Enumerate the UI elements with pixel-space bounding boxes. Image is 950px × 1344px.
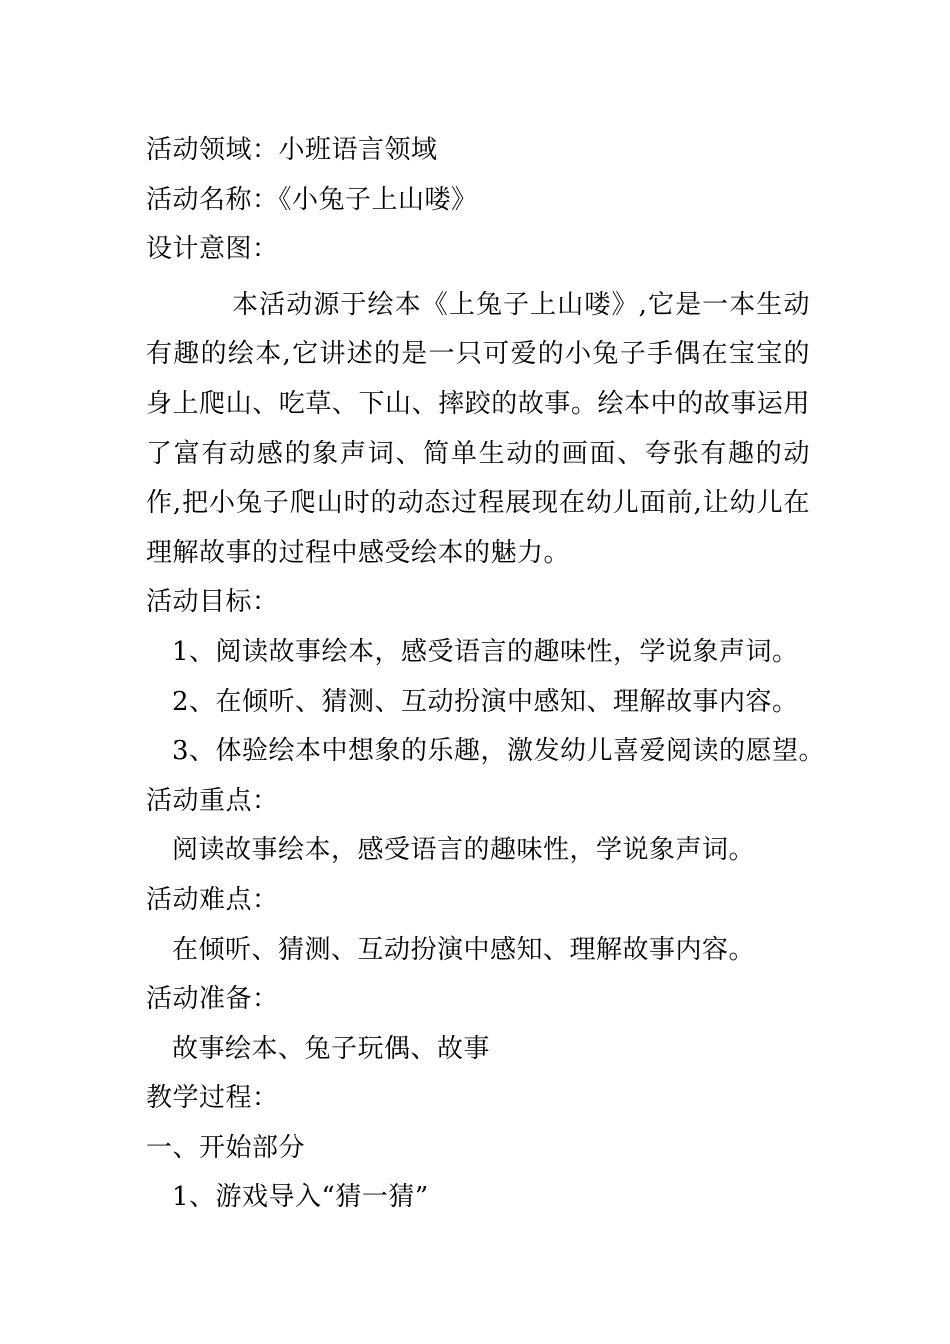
activity-focus-heading: 活动重点：	[146, 785, 279, 816]
activity-domain: 活动领域：小班语言领域	[146, 135, 438, 165]
activity-goals-heading: 活动目标：	[146, 587, 279, 618]
goal-item-1: 1、阅读故事绘本，感受语言的趣味性，学说象声词。	[172, 636, 799, 667]
design-intent-paragraph: 本活动源于绘本《上兔子上山喽》,它是一本生动有趣的绘本,它讲述的是一只可爱的小兔子手偶在宝宝的身上爬山、吃草、下山、摔跤的故事。绘本中的故事运用了富有动感的象声词、简单生动的画面、夸张有趣的动作,把小兔子爬山时的动态过程展现在幼儿面前,让幼儿在理解故事的过程中感受绘本的魅力。	[146, 289, 810, 568]
activity-name: 活动名称：《小兔子上山喽》	[146, 184, 478, 215]
goal-item-2: 2、在倾听、猜测、互动扮演中感知、理解故事内容。	[172, 686, 799, 717]
goal-item-3: 3、体验绘本中想象的乐趣，激发幼儿喜爱阅读的愿望。	[172, 736, 826, 767]
teaching-process-heading: 教学过程：	[146, 1083, 279, 1114]
activity-difficulty-text: 在倾听、猜测、互动扮演中感知、理解故事内容。	[172, 934, 756, 965]
step-one-text: 1、游戏导入“猜一猜”	[172, 1182, 429, 1213]
section-one-heading: 一、开始部分	[146, 1132, 306, 1163]
document-body	[146, 126, 826, 1223]
activity-prep-heading: 活动准备：	[146, 984, 279, 1015]
activity-difficulty-heading: 活动难点：	[146, 884, 279, 915]
activity-prep-text: 故事绘本、兔子玩偶、故事	[172, 1033, 491, 1064]
activity-focus-text: 阅读故事绘本，感受语言的趣味性，学说象声词。	[172, 835, 756, 866]
design-intent-heading: 设计意图：	[146, 234, 279, 265]
